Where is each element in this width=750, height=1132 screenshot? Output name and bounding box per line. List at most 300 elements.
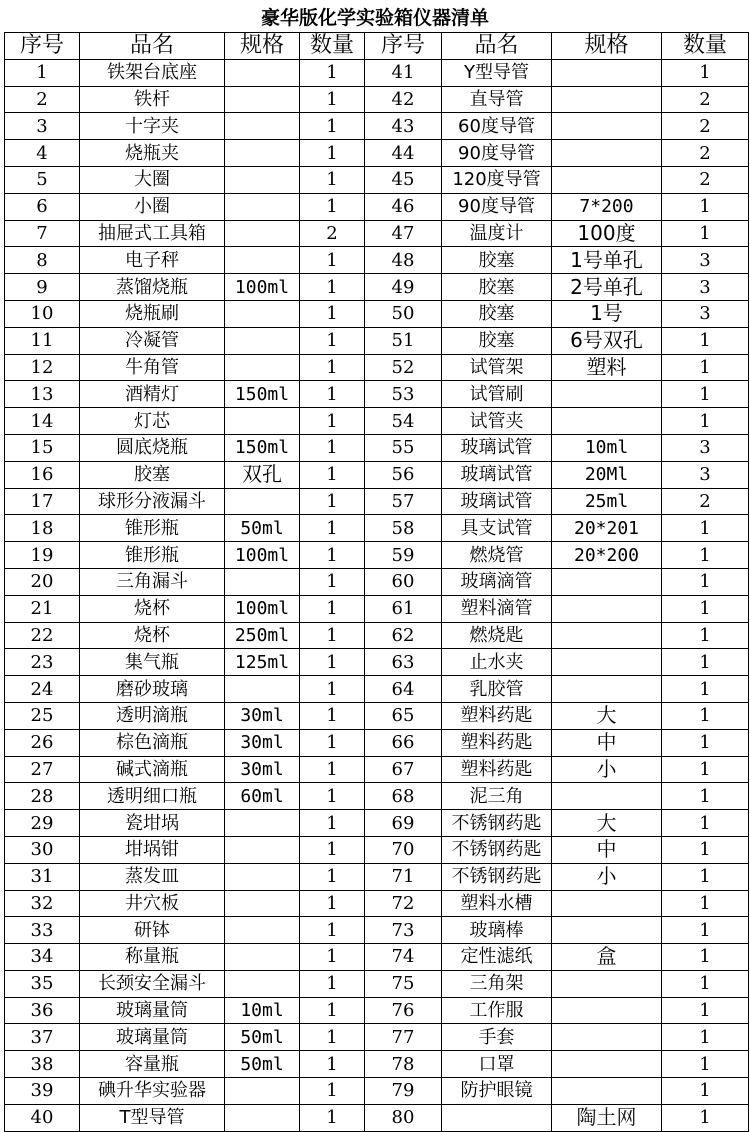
- table-row: [5, 1078, 749, 1105]
- cell-name: 90度导管: [442, 140, 552, 167]
- cell-number: 45: [365, 166, 442, 193]
- cell-number: 1: [5, 59, 80, 86]
- table-row: [5, 434, 749, 461]
- cell-spec: 50ml: [225, 1051, 300, 1078]
- table-row: [5, 542, 749, 569]
- cell-spec: 30ml: [225, 702, 300, 729]
- cell-spec: [552, 997, 662, 1024]
- table-row: [5, 756, 749, 783]
- cell-quantity: 1: [662, 676, 749, 703]
- cell-name: 研钵: [80, 917, 225, 944]
- cell-number: 44: [365, 140, 442, 167]
- cell-name: 玻璃量筒: [80, 997, 225, 1024]
- cell-name: 三角架: [442, 970, 552, 997]
- cell-spec: 1号: [552, 300, 662, 327]
- cell-spec: [225, 568, 300, 595]
- cell-spec: 150ml: [225, 381, 300, 408]
- table-row: [5, 917, 749, 944]
- cell-number: 63: [365, 649, 442, 676]
- cell-quantity: 3: [662, 247, 749, 274]
- cell-number: 43: [365, 113, 442, 140]
- cell-quantity: 3: [662, 300, 749, 327]
- table-row: [5, 140, 749, 167]
- cell-name: 胶塞: [442, 327, 552, 354]
- cell-quantity: 1: [300, 622, 365, 649]
- cell-number: 60: [365, 568, 442, 595]
- cell-spec: 50ml: [225, 515, 300, 542]
- cell-spec: 2号单孔: [552, 274, 662, 301]
- table-row: [5, 702, 749, 729]
- cell-quantity: 1: [300, 193, 365, 220]
- cell-name: 试管架: [442, 354, 552, 381]
- cell-name: 棕色滴瓶: [80, 729, 225, 756]
- cell-number: 30: [5, 836, 80, 863]
- cell-spec: 大: [552, 702, 662, 729]
- cell-name: 锥形瓶: [80, 542, 225, 569]
- cell-spec: [225, 300, 300, 327]
- cell-spec: 10ml: [552, 434, 662, 461]
- cell-number: 50: [365, 300, 442, 327]
- table-row: [5, 783, 749, 810]
- cell-number: 48: [365, 247, 442, 274]
- cell-number: 39: [5, 1078, 80, 1105]
- cell-name: 胶塞: [442, 247, 552, 274]
- cell-quantity: 1: [662, 1078, 749, 1105]
- cell-quantity: 1: [300, 649, 365, 676]
- cell-number: 21: [5, 595, 80, 622]
- cell-name: 工作服: [442, 997, 552, 1024]
- cell-number: 8: [5, 247, 80, 274]
- cell-quantity: 1: [662, 1104, 749, 1131]
- cell-name: 冷凝管: [80, 327, 225, 354]
- cell-number: 58: [365, 515, 442, 542]
- cell-spec: 25ml: [552, 488, 662, 515]
- table-row: [5, 997, 749, 1024]
- cell-name: 铁架台底座: [80, 59, 225, 86]
- cell-number: 29: [5, 810, 80, 837]
- cell-quantity: 1: [662, 1051, 749, 1078]
- cell-name: 坩埚钳: [80, 836, 225, 863]
- cell-quantity: 1: [300, 542, 365, 569]
- cell-spec: [552, 1051, 662, 1078]
- cell-number: 19: [5, 542, 80, 569]
- cell-spec: [552, 595, 662, 622]
- cell-name: 铁杆: [80, 86, 225, 113]
- cell-quantity: 1: [300, 917, 365, 944]
- cell-quantity: 1: [300, 274, 365, 301]
- cell-name: 玻璃棒: [442, 917, 552, 944]
- cell-spec: [225, 408, 300, 435]
- cell-name: 集气瓶: [80, 649, 225, 676]
- cell-quantity: 1: [662, 381, 749, 408]
- cell-number: 17: [5, 488, 80, 515]
- cell-quantity: 1: [300, 381, 365, 408]
- cell-number: 61: [365, 595, 442, 622]
- cell-name: 蒸馏烧瓶: [80, 274, 225, 301]
- cell-number: 77: [365, 1024, 442, 1051]
- cell-quantity: 1: [300, 944, 365, 971]
- table-row: [5, 193, 749, 220]
- cell-number: 7: [5, 220, 80, 247]
- table-row: [5, 890, 749, 917]
- cell-number: 13: [5, 381, 80, 408]
- cell-number: 16: [5, 461, 80, 488]
- cell-quantity: 1: [662, 1024, 749, 1051]
- table-row: [5, 166, 749, 193]
- cell-quantity: 1: [300, 300, 365, 327]
- table-row: [5, 729, 749, 756]
- cell-spec: 1号单孔: [552, 247, 662, 274]
- cell-number: 32: [5, 890, 80, 917]
- table-row: [5, 488, 749, 515]
- cell-spec: 7*200: [552, 193, 662, 220]
- cell-spec: [225, 166, 300, 193]
- cell-spec: 100ml: [225, 274, 300, 301]
- cell-number: 35: [5, 970, 80, 997]
- cell-quantity: 1: [300, 1024, 365, 1051]
- cell-name: Y型导管: [442, 59, 552, 86]
- cell-name: 玻璃量筒: [80, 1024, 225, 1051]
- cell-name: 透明滴瓶: [80, 702, 225, 729]
- cell-number: 53: [365, 381, 442, 408]
- cell-spec: [225, 890, 300, 917]
- cell-number: 55: [365, 434, 442, 461]
- table-row: [5, 1024, 749, 1051]
- cell-name: [442, 1104, 552, 1131]
- cell-name: 碘升华实验器: [80, 1078, 225, 1105]
- cell-name: 玻璃试管: [442, 488, 552, 515]
- cell-spec: 6号双孔: [552, 327, 662, 354]
- cell-quantity: 1: [300, 783, 365, 810]
- cell-name: 泥三角: [442, 783, 552, 810]
- cell-spec: [225, 836, 300, 863]
- cell-name: 蒸发皿: [80, 863, 225, 890]
- cell-number: 52: [365, 354, 442, 381]
- page-title: 豪华版化学实验箱仪器清单: [260, 6, 489, 29]
- cell-spec: 小: [552, 756, 662, 783]
- cell-quantity: 1: [662, 702, 749, 729]
- cell-number: 51: [365, 327, 442, 354]
- cell-number: 5: [5, 166, 80, 193]
- table-row: [5, 327, 749, 354]
- cell-name: 防护眼镜: [442, 1078, 552, 1105]
- cell-spec: 大: [552, 810, 662, 837]
- cell-quantity: 1: [662, 595, 749, 622]
- cell-spec: [225, 86, 300, 113]
- table-row: [5, 113, 749, 140]
- cell-number: 3: [5, 113, 80, 140]
- table-row: [5, 220, 749, 247]
- cell-name: 酒精灯: [80, 381, 225, 408]
- cell-spec: 10ml: [225, 997, 300, 1024]
- cell-number: 54: [365, 408, 442, 435]
- cell-name: 烧瓶夹: [80, 140, 225, 167]
- cell-number: 9: [5, 274, 80, 301]
- cell-name: 不锈钢药匙: [442, 810, 552, 837]
- cell-name: 牛角管: [80, 354, 225, 381]
- cell-quantity: 1: [300, 86, 365, 113]
- cell-number: 4: [5, 140, 80, 167]
- cell-number: 62: [365, 622, 442, 649]
- cell-spec: 100ml: [225, 542, 300, 569]
- cell-name: 止水夹: [442, 649, 552, 676]
- cell-quantity: 1: [300, 166, 365, 193]
- cell-quantity: 1: [300, 354, 365, 381]
- cell-number: 36: [5, 997, 80, 1024]
- cell-spec: [225, 810, 300, 837]
- cell-spec: [552, 408, 662, 435]
- cell-number: 23: [5, 649, 80, 676]
- table-row: [5, 970, 749, 997]
- cell-number: 38: [5, 1051, 80, 1078]
- cell-quantity: 1: [300, 729, 365, 756]
- cell-number: 24: [5, 676, 80, 703]
- cell-number: 68: [365, 783, 442, 810]
- cell-spec: [225, 220, 300, 247]
- cell-quantity: 1: [662, 542, 749, 569]
- cell-quantity: 1: [300, 810, 365, 837]
- cell-spec: 20*201: [552, 515, 662, 542]
- cell-name: 瓷坩埚: [80, 810, 225, 837]
- cell-spec: [552, 568, 662, 595]
- cell-quantity: 1: [300, 1051, 365, 1078]
- cell-spec: [225, 488, 300, 515]
- cell-name: 塑料药匙: [442, 729, 552, 756]
- cell-name: 烧瓶刷: [80, 300, 225, 327]
- cell-number: 27: [5, 756, 80, 783]
- cell-name: 容量瓶: [80, 1051, 225, 1078]
- cell-quantity: 3: [662, 434, 749, 461]
- cell-number: 57: [365, 488, 442, 515]
- cell-number: 59: [365, 542, 442, 569]
- cell-number: 56: [365, 461, 442, 488]
- cell-spec: [225, 193, 300, 220]
- cell-quantity: 2: [662, 166, 749, 193]
- table-row: [5, 408, 749, 435]
- cell-number: 41: [365, 59, 442, 86]
- cell-name: 长颈安全漏斗: [80, 970, 225, 997]
- cell-number: 28: [5, 783, 80, 810]
- table-row: [5, 59, 749, 86]
- cell-quantity: 2: [662, 113, 749, 140]
- table-row: [5, 595, 749, 622]
- cell-number: 25: [5, 702, 80, 729]
- cell-number: 42: [365, 86, 442, 113]
- cell-name: 球形分液漏斗: [80, 488, 225, 515]
- cell-name: 锥形瓶: [80, 515, 225, 542]
- cell-number: 37: [5, 1024, 80, 1051]
- cell-quantity: 1: [300, 595, 365, 622]
- cell-number: 33: [5, 917, 80, 944]
- cell-number: 11: [5, 327, 80, 354]
- cell-number: 69: [365, 810, 442, 837]
- table-row: [5, 649, 749, 676]
- header-no-2: 序号: [365, 33, 442, 60]
- table-row: [5, 676, 749, 703]
- cell-spec: [225, 327, 300, 354]
- cell-number: 73: [365, 917, 442, 944]
- cell-quantity: 1: [300, 1104, 365, 1131]
- cell-quantity: 1: [300, 408, 365, 435]
- table-row: [5, 247, 749, 274]
- table-row: [5, 381, 749, 408]
- cell-name: 抽屉式工具箱: [80, 220, 225, 247]
- cell-name: 120度导管: [442, 166, 552, 193]
- cell-quantity: 1: [300, 515, 365, 542]
- cell-quantity: 1: [300, 997, 365, 1024]
- cell-spec: [225, 140, 300, 167]
- cell-quantity: 1: [662, 944, 749, 971]
- cell-quantity: 1: [300, 461, 365, 488]
- cell-quantity: 1: [300, 434, 365, 461]
- cell-spec: [225, 676, 300, 703]
- cell-name: 90度导管: [442, 193, 552, 220]
- cell-spec: 250ml: [225, 622, 300, 649]
- cell-quantity: 1: [662, 220, 749, 247]
- cell-quantity: 1: [300, 863, 365, 890]
- cell-number: 74: [365, 944, 442, 971]
- cell-quantity: 1: [662, 836, 749, 863]
- cell-number: 70: [365, 836, 442, 863]
- cell-spec: 中: [552, 729, 662, 756]
- cell-spec: 60ml: [225, 783, 300, 810]
- cell-quantity: 1: [300, 836, 365, 863]
- cell-number: 46: [365, 193, 442, 220]
- cell-quantity: 3: [662, 274, 749, 301]
- cell-quantity: 2: [662, 140, 749, 167]
- cell-number: 76: [365, 997, 442, 1024]
- cell-name: T型导管: [80, 1104, 225, 1131]
- cell-spec: [552, 970, 662, 997]
- cell-spec: [552, 1078, 662, 1105]
- table-row: [5, 863, 749, 890]
- cell-quantity: 1: [300, 1078, 365, 1105]
- cell-spec: [552, 1024, 662, 1051]
- cell-quantity: 1: [662, 970, 749, 997]
- cell-number: 6: [5, 193, 80, 220]
- cell-name: 直导管: [442, 86, 552, 113]
- cell-spec: [552, 676, 662, 703]
- cell-number: 65: [365, 702, 442, 729]
- cell-name: 塑料药匙: [442, 702, 552, 729]
- cell-name: 60度导管: [442, 113, 552, 140]
- cell-quantity: 1: [300, 676, 365, 703]
- cell-quantity: 1: [662, 193, 749, 220]
- inventory-table: [4, 32, 749, 1132]
- header-name-2: 品名: [442, 33, 552, 60]
- cell-name: 口罩: [442, 1051, 552, 1078]
- cell-number: 34: [5, 944, 80, 971]
- cell-spec: [552, 86, 662, 113]
- cell-name: 不锈钢药匙: [442, 863, 552, 890]
- cell-quantity: 1: [300, 113, 365, 140]
- cell-number: 79: [365, 1078, 442, 1105]
- cell-spec: [225, 59, 300, 86]
- cell-name: 磨砂玻璃: [80, 676, 225, 703]
- cell-name: 玻璃滴管: [442, 568, 552, 595]
- cell-quantity: 1: [662, 622, 749, 649]
- cell-quantity: 1: [300, 702, 365, 729]
- header-no: 序号: [5, 33, 80, 60]
- table-row: [5, 1104, 749, 1131]
- cell-number: 72: [365, 890, 442, 917]
- cell-spec: 陶土网: [552, 1104, 662, 1131]
- cell-name: 烧杯: [80, 622, 225, 649]
- cell-spec: [225, 970, 300, 997]
- cell-name: 试管刷: [442, 381, 552, 408]
- cell-name: 燃烧匙: [442, 622, 552, 649]
- cell-name: 塑料水槽: [442, 890, 552, 917]
- cell-quantity: 2: [662, 86, 749, 113]
- cell-name: 胶塞: [80, 461, 225, 488]
- cell-quantity: 1: [300, 970, 365, 997]
- cell-number: 20: [5, 568, 80, 595]
- cell-name: 烧杯: [80, 595, 225, 622]
- cell-spec: 20*200: [552, 542, 662, 569]
- header-qty: 数量: [300, 33, 365, 60]
- cell-number: 14: [5, 408, 80, 435]
- cell-spec: [552, 783, 662, 810]
- cell-spec: [552, 381, 662, 408]
- cell-quantity: 1: [300, 568, 365, 595]
- cell-name: 圆底烧瓶: [80, 434, 225, 461]
- table-row: [5, 86, 749, 113]
- table-row: [5, 568, 749, 595]
- cell-number: 15: [5, 434, 80, 461]
- cell-spec: 30ml: [225, 729, 300, 756]
- cell-spec: 双孔: [225, 461, 300, 488]
- cell-quantity: 1: [662, 729, 749, 756]
- cell-spec: [225, 1104, 300, 1131]
- cell-name: 乳胶管: [442, 676, 552, 703]
- cell-name: 不锈钢药匙: [442, 836, 552, 863]
- cell-number: 22: [5, 622, 80, 649]
- cell-spec: 100度: [552, 220, 662, 247]
- cell-number: 75: [365, 970, 442, 997]
- cell-quantity: 2: [662, 488, 749, 515]
- cell-quantity: 1: [662, 515, 749, 542]
- table-row: [5, 515, 749, 542]
- cell-quantity: 1: [300, 327, 365, 354]
- cell-quantity: 1: [662, 890, 749, 917]
- cell-number: 49: [365, 274, 442, 301]
- cell-spec: [225, 1078, 300, 1105]
- cell-quantity: 1: [300, 756, 365, 783]
- cell-quantity: 1: [300, 59, 365, 86]
- cell-spec: [552, 113, 662, 140]
- cell-number: 64: [365, 676, 442, 703]
- cell-name: 塑料药匙: [442, 756, 552, 783]
- cell-spec: [552, 917, 662, 944]
- table-row: [5, 944, 749, 971]
- cell-quantity: 1: [662, 756, 749, 783]
- cell-number: 78: [365, 1051, 442, 1078]
- cell-spec: [552, 649, 662, 676]
- cell-name: 称量瓶: [80, 944, 225, 971]
- cell-name: 井穴板: [80, 890, 225, 917]
- cell-spec: [225, 354, 300, 381]
- cell-spec: 50ml: [225, 1024, 300, 1051]
- cell-number: 26: [5, 729, 80, 756]
- table-row: [5, 836, 749, 863]
- cell-name: 十字夹: [80, 113, 225, 140]
- header-row: [5, 33, 749, 60]
- cell-name: 电子秤: [80, 247, 225, 274]
- header-spec: 规格: [225, 33, 300, 60]
- cell-spec: [225, 863, 300, 890]
- cell-spec: 小: [552, 863, 662, 890]
- cell-spec: [552, 59, 662, 86]
